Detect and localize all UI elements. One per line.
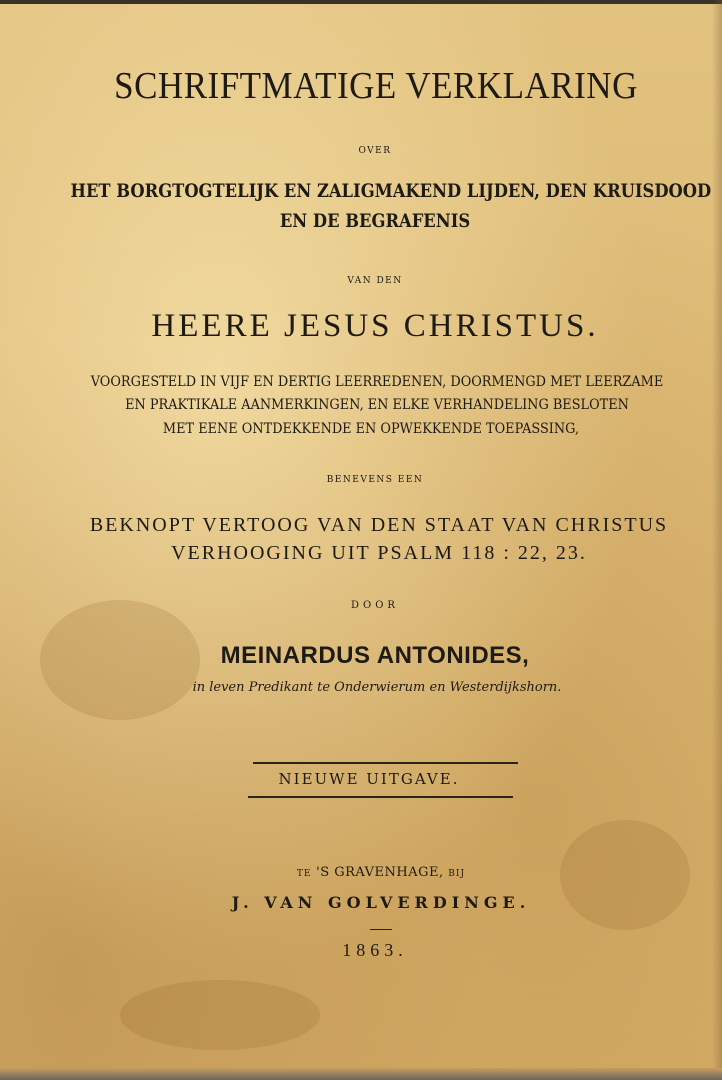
edition-label: NIEUWE UITGAVE. bbox=[278, 770, 460, 788]
benevens-een-text: BENEVENS EEN bbox=[326, 475, 424, 485]
van-den-text: VAN DEN bbox=[347, 276, 403, 286]
over-text: OVER bbox=[358, 146, 392, 156]
edition-rule-top bbox=[253, 762, 518, 764]
main-title: SCHRIFTMATIGE VERKLARING bbox=[114, 64, 638, 107]
edition-rule-bottom bbox=[248, 796, 513, 798]
paper-stain bbox=[120, 980, 320, 1050]
appendix-line-1: BEKNOPT VERTOOG VAN DEN STAAT VAN CHRISTUS bbox=[89, 514, 669, 536]
subject-line-1: HET BORGTOGTELIJK EN ZALIGMAKEND LIJDEN, DEN KRUISDOOD bbox=[70, 180, 712, 202]
year-dash bbox=[370, 929, 392, 930]
author-note: in leven Predikant te Onderwierum en Westerdijkshorn. bbox=[192, 680, 562, 695]
imprint-place: 'S GRAVENHAGE, bbox=[316, 865, 444, 880]
description-line-2: EN PRAKTIKALE AANMERKINGEN, EN ELKE VERHANDELING BESLOTEN bbox=[125, 397, 629, 413]
page-bottom-edge bbox=[0, 1068, 722, 1080]
appendix-line-2: VERHOOGING UIT PSALM 118 : 22, 23. bbox=[171, 542, 587, 564]
publication-year: 1863. bbox=[342, 940, 408, 960]
description-line-3: MET EENE ONTDEKKENDE EN OPWEKKENDE TOEPASSING, bbox=[162, 421, 580, 437]
page-right-edge bbox=[712, 0, 722, 1080]
publisher-name: J. VAN GOLVERDINGE. bbox=[231, 893, 531, 912]
subject-line-2: EN DE BEGRAFENIS bbox=[279, 210, 471, 232]
author-name: MEINARDUS ANTONIDES, bbox=[220, 642, 530, 669]
door-text: DOOR bbox=[351, 600, 399, 611]
description-line-1: VOORGESTELD IN VIJF EN DERTIG LEERREDENEN, DOORMENGD MET LEERZAME bbox=[90, 374, 664, 390]
lord-name: HEERE JESUS CHRISTUS. bbox=[151, 308, 599, 344]
imprint-bij: BIJ bbox=[448, 869, 466, 879]
imprint-line bbox=[20, 865, 722, 880]
imprint-te: TE bbox=[296, 869, 312, 879]
page-top-edge bbox=[0, 0, 722, 4]
